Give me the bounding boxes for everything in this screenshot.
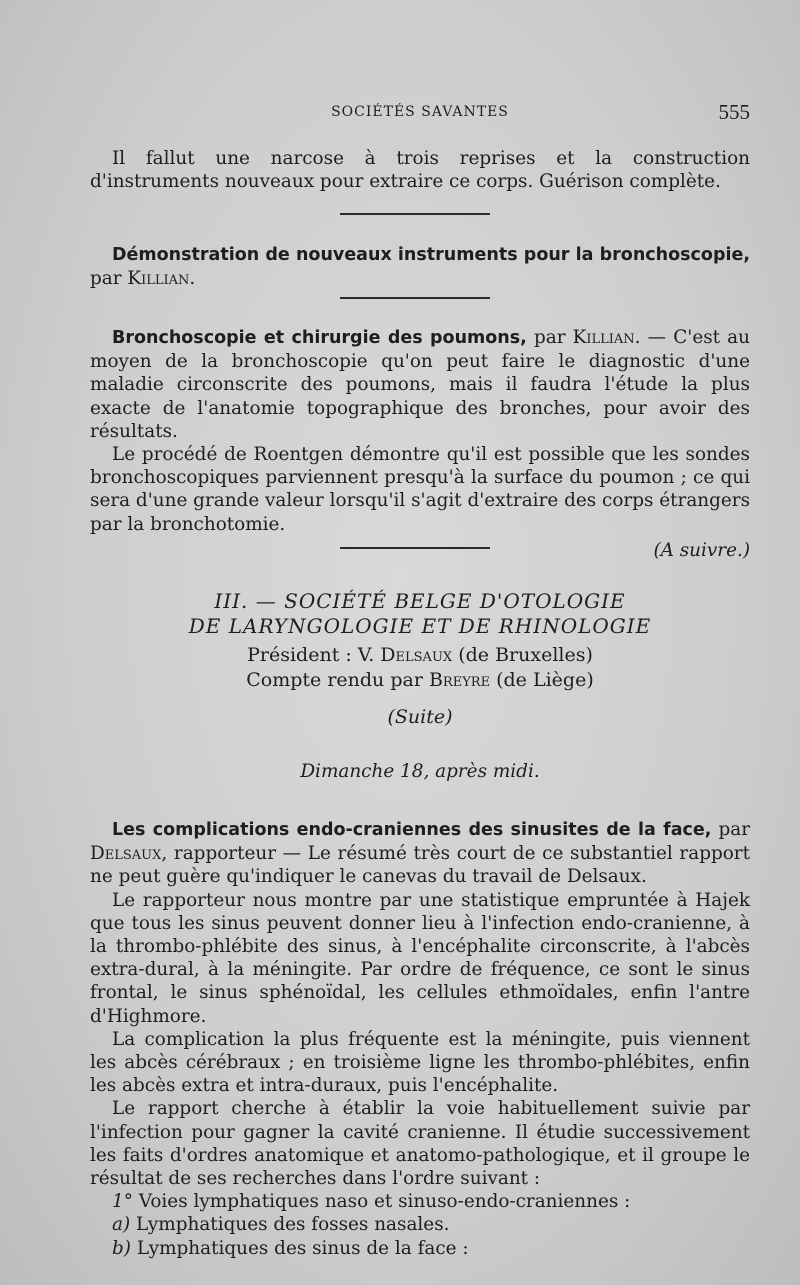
society-president — [90, 643, 750, 668]
list-item — [90, 1213, 750, 1236]
report-suffix: (de Liège) — [496, 669, 594, 691]
complications-paragraph-4: Le rapport cherche à établir la voie habituellement suivie par l'infection pour gagner la cavité cranienne. Il étudie successivement les faits d'ordres anatomique et anatomo-pathologique, et il groupe le résultat de ses recherches dans l'ordre suivant : — [90, 1098, 750, 1190]
running-title: SOCIÉTÉS SAVANTES — [331, 104, 509, 120]
list-item — [90, 1190, 750, 1213]
bronchoscopie-paragraph-1 — [90, 326, 750, 443]
bronchoscopie-by: par — [533, 327, 566, 348]
demonstration-by: par — [90, 268, 122, 290]
section-divider — [340, 213, 490, 215]
bronchoscopie-text-1: — C'est au moyen de la bronchoscopie qu'on peut faire le diagnostic d'une maladie circonscrite des poumons, mais il faudra l'étude la plus exacte de l'anatomie topographique des bronches, pour avoir des résultats. — [90, 327, 750, 442]
complications-paragraph-1 — [90, 818, 750, 889]
bronchoscopie-author: Killian. — [572, 327, 641, 348]
paragraph-intro — [90, 147, 750, 193]
complications-title: Les complications endo-craniennes des sinusites de la face, — [112, 820, 712, 840]
list-marker: b) — [112, 1237, 131, 1259]
page-header — [90, 100, 750, 128]
demonstration-heading — [90, 243, 750, 290]
president-suffix: (de Bruxelles) — [458, 644, 593, 666]
list-item — [90, 1237, 750, 1260]
section-complications — [90, 818, 750, 1260]
bronchoscopie-paragraph-2: Le procédé de Roentgen démontre qu'il est possible que les sondes bronchoscopiques parviennent presqu'à la surface du poumon ; ce qui sera d'une grande valeur lorsqu'il s'agit d'extraire des corps étrangers par la bronchotomie. — [90, 444, 751, 535]
section-divider — [340, 547, 490, 549]
list-marker: 1° — [112, 1191, 133, 1213]
complications-text-1: rapporteur — Le résumé très court de ce substantiel rapport ne peut guère qu'indiquer le canevas du travail de Delsaux. — [90, 843, 750, 888]
list-text: Voies lymphatiques naso et sinuso-endo-craniennes : — [138, 1191, 631, 1213]
report-prefix: Compte rendu par — [246, 669, 423, 691]
suite-label: (Suite) — [387, 706, 453, 728]
list-marker: a) — [112, 1214, 131, 1236]
bronchoscopie-title: Bronchoscopie et chirurgie des poumons, — [112, 328, 527, 348]
demonstration-title: Démonstration de nouveaux instruments pour la bronchoscopie, — [112, 245, 750, 265]
list-text: Lymphatiques des sinus de la face : — [136, 1237, 469, 1259]
section-demonstration — [90, 243, 750, 290]
complications-author: Delsaux, — [90, 843, 168, 865]
society-report — [90, 668, 750, 693]
president-prefix: Président : V. — [247, 644, 375, 666]
section-bronchoscopie — [90, 326, 750, 562]
complications-paragraph-3: La complication la plus fréquente est la méningite, puis viennent les abcès cérébraux ; en troisième ligne les thrombo-phlébites, enfin les abcès extra et intra-duraux, puis l'encéphalite. — [90, 1028, 750, 1097]
demonstration-author: Killian. — [127, 268, 196, 290]
page-number: 555 — [718, 100, 750, 124]
society-title-line-2: DE LARYNGOLOGIE ET DE RHINOLOGIE — [188, 614, 652, 638]
report-name: Breyre — [428, 669, 491, 691]
session-date: Dimanche 18, après midi. — [300, 761, 540, 782]
complications-paragraph-2: Le rapporteur nous montre par une statistique empruntée à Hajek que tous les sinus peuvent donner lieu à l'infection endo-cranienne, à la thrombo-phlébite des sinus, à l'encéphalite circonscrite, à l'abcès extra-dural, à la méningite. Par ordre de fréquence, ce sont le sinus frontal, le sinus sphénoïdal, les cellules ethmoïdales, enfin l'antre d'Highmore. — [90, 889, 750, 1027]
society-heading — [90, 589, 750, 783]
section-divider — [340, 297, 490, 299]
intro-text: Il fallut une narcose à trois reprises et la construction d'instruments nouveaux pour extraire ce corps. Guérison complète. — [90, 148, 750, 193]
complications-list — [90, 1190, 750, 1260]
society-title-line-1: III. — SOCIÉTÉ BELGE D'OTOLOGIE — [214, 589, 626, 613]
complications-by: par — [718, 819, 750, 840]
president-name: Delsaux — [380, 644, 453, 666]
a-suivre: (A suivre.) — [653, 539, 750, 561]
list-text: Lymphatiques des fosses nasales. — [136, 1214, 450, 1236]
